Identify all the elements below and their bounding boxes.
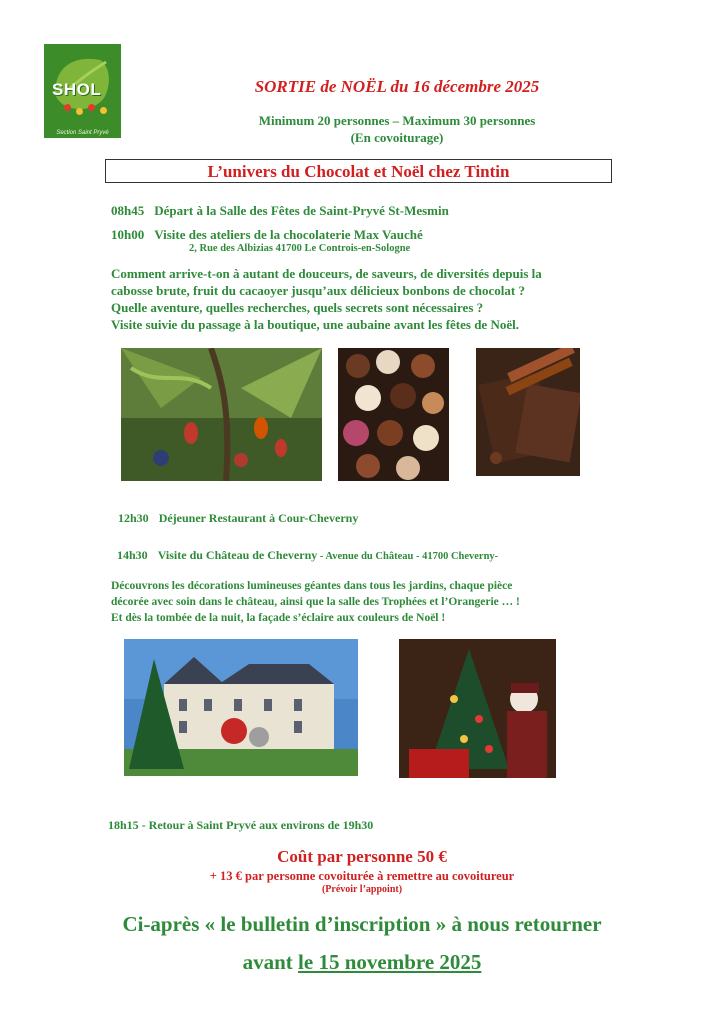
return-time: 18h15 — [108, 818, 139, 832]
castle-line: Découvrons les décorations lumineuses géantes dans tous les jardins, chaque pièce — [111, 580, 513, 592]
cost-extra: + 13 € par personne covoiturée à remettre au covoitureur — [209, 869, 515, 883]
visit1-text: Visite des ateliers de la chocolaterie Max Vauché — [154, 227, 423, 242]
lunch-text: Déjeuner Restaurant à Cour-Cheverny — [158, 511, 359, 525]
depart-text: Départ à la Salle des Fêtes de Saint-Pryvé St-Mesmin — [154, 203, 449, 218]
page-title: SORTIE de NOËL du 16 décembre 2025 — [254, 77, 540, 96]
chocolate-bar-photo — [476, 348, 580, 476]
bonbons-photo — [338, 348, 449, 481]
cheverny-castle-photo — [124, 639, 358, 776]
cost-note: (Prévoir l’appoint) — [321, 884, 403, 895]
transport-text: (En covoiturage) — [350, 130, 444, 145]
deadline-prefix: avant — [242, 950, 299, 974]
castle-line: décorée avec soin dans le château, ainsi que la salle des Trophées et l’Orangerie … ! — [111, 596, 520, 608]
visit2-text: Visite du Château de Cheverny — [157, 548, 318, 562]
chocolate-line: Comment arrive-t-on à autant de douceurs, de saveurs, de diversités depuis la — [111, 266, 542, 281]
deadline-line — [0, 950, 724, 975]
cost-main: Coût par personne 50 € — [277, 847, 447, 866]
visit1-address: 2, Rue des Albizias 41700 Le Controis-en-Sologne — [189, 243, 411, 254]
schedule-visit1 — [111, 227, 423, 243]
lunch-time: 12h30 — [118, 511, 149, 525]
visit2-address: - Avenue du Château - 41700 Cheverny- — [317, 551, 499, 562]
cacao-jungle-photo — [121, 348, 322, 481]
depart-time: 08h45 — [111, 203, 145, 218]
schedule-depart — [111, 203, 449, 219]
schedule-visit2 — [117, 548, 498, 563]
visit1-time: 10h00 — [111, 227, 145, 242]
castle-line: Et dès la tombée de la nuit, la façade s’éclaire aux couleurs de Noël ! — [111, 612, 446, 624]
chocolate-line: Visite suivie du passage à la boutique, une aubaine avant les fêtes de Noël. — [111, 317, 519, 332]
boxed-title: L’univers du Chocolat et Noël chez Tintin — [105, 159, 612, 183]
deadline-date: le 15 novembre 2025 — [298, 950, 482, 974]
chocolate-paragraph — [111, 265, 542, 333]
chocolate-line: Quelle aventure, quelles recherches, quels secrets sont nécessaires ? — [111, 300, 484, 315]
participants-text: Minimum 20 personnes – Maximum 30 personnes — [258, 113, 536, 128]
castle-paragraph — [111, 578, 520, 626]
christmas-interior-photo — [399, 639, 556, 778]
schedule-lunch — [118, 511, 358, 526]
registration-call: Ci-après « le bulletin d’inscription » à nous retourner — [122, 912, 602, 936]
logo-name: SHOL — [52, 80, 102, 99]
logo-subtitle: Section Saint Pryvé — [56, 130, 109, 136]
visit2-time: 14h30 — [117, 548, 148, 562]
schedule-return — [108, 818, 373, 833]
return-text: - Retour à Saint Pryvé aux environs de 19h30 — [138, 818, 374, 832]
chocolate-line: cabosse brute, fruit du cacaoyer jusqu’aux délicieux bonbons de chocolat ? — [111, 283, 525, 298]
